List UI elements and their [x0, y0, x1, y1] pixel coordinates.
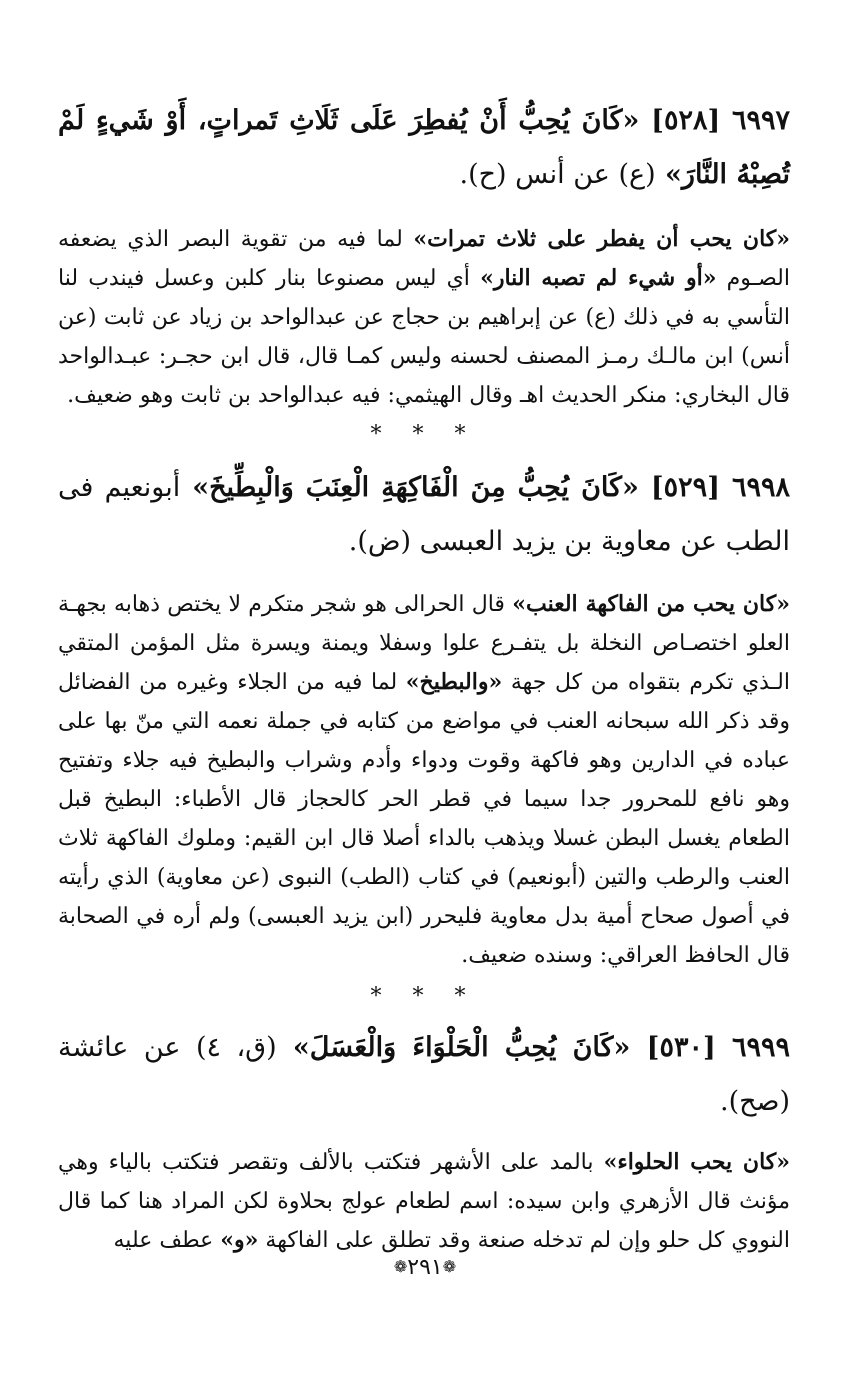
hadith-entry-6999 — [58, 1021, 790, 1129]
commentary-6998 — [58, 585, 790, 975]
commentary-6997 — [58, 220, 790, 415]
hadith-source: (ق، ٤) عن عائشة (صح). — [58, 1032, 790, 1117]
ornament-icon: ❁ — [393, 1257, 408, 1276]
page-number-footer — [0, 1255, 850, 1280]
commentary-quote: «أو شيء لم تصبه النار» — [480, 265, 717, 291]
ornament-icon: ❁ — [442, 1257, 457, 1276]
hadith-number: ٦٩٩٩ — [732, 1032, 791, 1063]
hadith-text: «كَانَ يُحِبُّ مِنَ الْفَاكِهَةِ الْعِنَبَ وَالْبِطِّيخَ» — [192, 472, 639, 503]
hadith-entry-6997 — [58, 94, 790, 202]
hadith-text: «كَانَ يُحِبُّ أَنْ يُفطِرَ عَلَى ثَلَاثِ تَمراتٍ، أَوْ شَيءٍ لَمْ تُصِبْهُ النَّارَ» — [58, 105, 790, 190]
commentary-6999 — [58, 1143, 790, 1260]
hadith-source: أبونعيم فى الطب عن معاوية بن يزيد العبسى (ض). — [58, 472, 790, 557]
commentary-text: قال الحرالى هو شجر متكرم لا يختص ذهابه بجهـة العلو اختصـاص النخلة بل يتفـرع علوا وسفلا ويمنة ويسرة مثل المؤمن المتقي الـذي تكرم بتقواه من كل جهة — [58, 592, 790, 695]
commentary-text: عطف عليه — [113, 1228, 221, 1253]
commentary-quote: «كان يحب أن يفطر على ثلاث تمرات» — [413, 226, 791, 252]
commentary-text: أي ليس مصنوعا بنار كلبن وعسل فيندب لنا التأسي به في ذلك (ع) عن إبراهيم بن حجاج عن عبدالواحد بن زياد عن ثابت (عن أنس) ابن مالـك رمـز المصنف لحسنه وليس كمـا قال، قال ابن حجـر: عبـدالواحد قال البخاري: منكر الحديث اهـ وقال الهيثمي: فيه عبدالواحد بن ثابت وهو ضعيف. — [58, 266, 790, 408]
hadith-number: ٦٩٩٨ — [731, 472, 790, 503]
commentary-text: لما فيه من تقوية البصر الذي يضعفه الصـوم — [58, 227, 791, 291]
hadith-ref: [٥٢٩] — [650, 472, 720, 503]
hadith-ref: [٥٣٠] — [646, 1032, 716, 1063]
page-number: ٢٩١ — [407, 1255, 443, 1280]
commentary-quote: «كان يحب الحلواء» — [603, 1149, 790, 1175]
commentary-text: بالمد على الأشهر فتكتب بالألف وتقصر فتكتب بالياء وهي مؤنث قال الأزهري وابن سيده: اسم لطعام عولج بحلاوة لكن المراد هنا كما قال النووي كل حلو وإن لم تدخله صنعة وقد تطلق على الفاكهة — [58, 1150, 790, 1253]
hadith-text: «كَانَ يُحِبُّ الْحَلْوَاءَ وَالْعَسَلَ» — [292, 1032, 631, 1063]
hadith-number: ٦٩٩٧ — [732, 105, 791, 136]
hadith-ref: [٥٢٨] — [651, 105, 721, 136]
section-separator: * * * — [370, 984, 478, 1009]
section-separator: * * * — [370, 422, 478, 447]
commentary-quote: «كان يحب من الفاكهة العنب» — [512, 591, 790, 617]
hadith-entry-6998 — [58, 461, 790, 569]
commentary-quote: «والبطيخ» — [405, 669, 503, 695]
commentary-quote: «و» — [220, 1227, 259, 1253]
hadith-source: (ع) عن أنس (ح). — [459, 159, 656, 190]
commentary-text: لما فيه من الجلاء وغيره من الفضائل وقد ذكر الله سبحانه العنب في مواضع من كتابه في جملة نعمه التي منّ بها على عباده في الدارين وهو فاكهة وقوت ودواء وأدم وشراب والبطيخ فيه جلاء وتفتيح وهو نافع للمحرور جدا سيما في قطر الحر كالحجاز قال الأطباء: البطيخ قبل الطعام يغسل البطن غسلا ويذهب بالداء أصلا قال ابن القيم: وملوك الفاكهة ثلاث العنب والرطب والتين (أبونعيم) في كتاب (الطب) النبوى (عن معاوية) الذي رأيته في أصول صحاح أمية بدل معاوية فليحرر (ابن يزيد العبسى) ولم أره في الصحابة قال الحافظ العراقي: وسنده ضعيف. — [58, 670, 790, 968]
